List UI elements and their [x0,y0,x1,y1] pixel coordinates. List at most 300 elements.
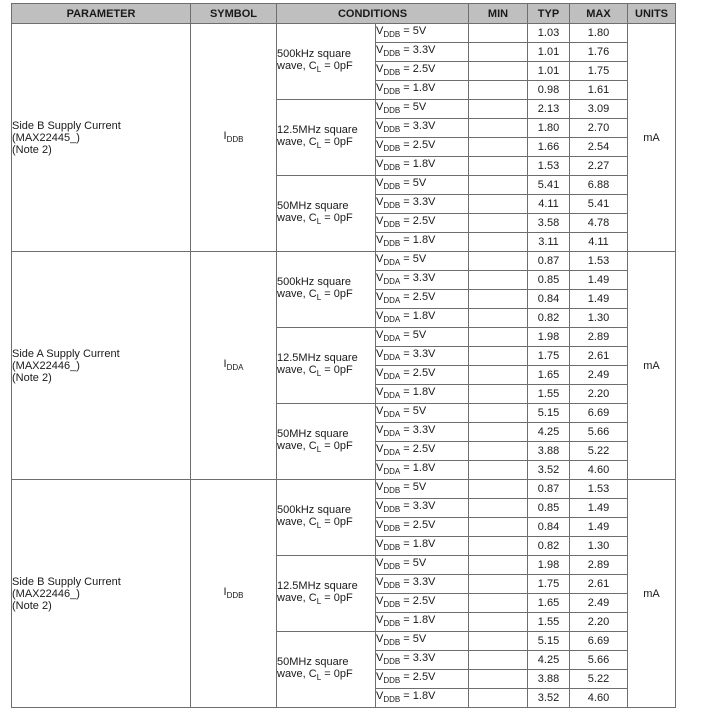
condition-frequency: 500kHz square [277,275,351,288]
supply-voltage-cell [376,214,469,233]
typ-cell: 1.80 [528,119,570,138]
supply-base: V [376,462,384,474]
max-cell: 2.49 [570,366,628,385]
supply-value: = 1.8V [400,538,436,550]
condition-load [277,668,375,684]
supply-voltage-cell [376,62,469,81]
typ-cell: 1.01 [528,43,570,62]
condition-frequency: 50MHz square [277,199,349,212]
supply-voltage-cell [376,670,469,689]
condition-frequency: 500kHz square [277,503,351,516]
supply-value: = 1.8V [400,234,436,246]
max-cell: 2.70 [570,119,628,138]
max-cell: 2.61 [570,347,628,366]
parameter-line: (Note 2) [12,143,52,156]
load-base: wave, C [277,135,317,148]
max-cell: 4.60 [570,689,628,708]
condition-cell [277,252,376,328]
max-cell: 1.49 [570,499,628,518]
condition-cell [277,100,376,176]
min-cell [469,575,528,594]
supply-voltage-cell [376,290,469,309]
typ-cell: 1.65 [528,366,570,385]
supply-value: = 2.5V [400,443,436,455]
min-cell [469,252,528,271]
min-cell [469,195,528,214]
max-cell: 1.49 [570,290,628,309]
supply-base: V [376,405,384,417]
units-cell: mA [628,252,676,480]
typ-cell: 4.25 [528,651,570,670]
condition-frequency: 12.5MHz square [277,123,358,136]
supply-voltage-cell [376,613,469,632]
typ-cell: 0.84 [528,290,570,309]
supply-subscript: DDB [383,163,401,172]
min-cell [469,537,528,556]
supply-value: = 1.8V [400,386,436,398]
symbol-subscript: DDB [226,134,244,144]
load-value: = 0pF [321,59,353,72]
supply-voltage-cell [376,499,469,518]
supply-value: = 3.3V [400,652,436,664]
supply-base: V [376,25,384,37]
typ-cell: 0.84 [528,518,570,537]
supply-subscript: DDA [383,353,401,362]
supply-base: V [376,63,384,75]
supply-base: V [376,367,384,379]
header-units: UNITS [628,4,676,24]
typ-cell: 1.53 [528,157,570,176]
min-cell [469,81,528,100]
supply-voltage-cell [376,385,469,404]
parameter-line: Side B Supply Current [12,119,121,132]
supply-value: = 1.8V [400,310,436,322]
parameter-line: (Note 2) [12,371,52,384]
min-cell [469,689,528,708]
load-value: = 0pF [321,135,353,148]
max-cell: 1.49 [570,518,628,537]
max-cell: 2.20 [570,613,628,632]
typ-cell: 4.11 [528,195,570,214]
load-subscript: L [316,520,322,530]
supply-value: = 1.8V [400,82,436,94]
supply-value: = 5V [400,253,427,265]
condition-cell [277,480,376,556]
min-cell [469,613,528,632]
typ-cell: 0.87 [528,480,570,499]
typ-cell: 1.75 [528,575,570,594]
min-cell [469,632,528,651]
typ-cell: 5.41 [528,176,570,195]
supply-voltage-cell [376,575,469,594]
min-cell [469,556,528,575]
load-base: wave, C [277,439,317,452]
header-symbol: SYMBOL [191,4,277,24]
min-cell [469,518,528,537]
supply-value: = 5V [400,481,427,493]
max-cell: 1.61 [570,81,628,100]
supply-subscript: DDB [383,524,401,533]
supply-value: = 3.3V [400,424,436,436]
condition-load [277,592,375,608]
supply-subscript: DDA [383,277,401,286]
max-cell: 3.09 [570,100,628,119]
header-row [12,4,676,24]
header-conditions: CONDITIONS [277,4,469,24]
max-cell: 5.22 [570,670,628,689]
supply-voltage-cell [376,537,469,556]
condition-load [277,364,375,380]
supply-voltage-cell [376,423,469,442]
supply-value: = 3.3V [400,120,436,132]
supply-value: = 3.3V [400,500,436,512]
min-cell [469,138,528,157]
min-cell [469,347,528,366]
min-cell [469,309,528,328]
supply-value: = 2.5V [400,671,436,683]
max-cell: 1.30 [570,309,628,328]
typ-cell: 0.87 [528,252,570,271]
min-cell [469,461,528,480]
supply-subscript: DDA [383,372,401,381]
symbol-subscript: DDA [226,362,244,372]
supply-subscript: DDA [383,315,401,324]
supply-subscript: DDB [383,638,401,647]
condition-load [277,440,375,456]
supply-base: V [376,120,384,132]
supply-subscript: DDA [383,410,401,419]
max-cell: 1.30 [570,537,628,556]
supply-value: = 5V [400,557,427,569]
min-cell [469,594,528,613]
supply-subscript: DDA [383,258,401,267]
max-cell: 2.49 [570,594,628,613]
supply-base: V [376,424,384,436]
load-value: = 0pF [321,591,353,604]
supply-subscript: DDB [383,182,401,191]
supply-voltage-cell [376,556,469,575]
max-cell: 5.22 [570,442,628,461]
table-row [12,24,676,43]
max-cell: 2.89 [570,328,628,347]
condition-load [277,516,375,532]
supply-voltage-cell [376,309,469,328]
symbol-base: I [223,129,227,142]
supply-voltage-cell [376,632,469,651]
typ-cell: 1.75 [528,347,570,366]
supply-voltage-cell [376,157,469,176]
supply-voltage-cell [376,100,469,119]
condition-cell [277,404,376,480]
header-typ: TYP [528,4,570,24]
min-cell [469,366,528,385]
supply-base: V [376,500,384,512]
supply-subscript: DDB [383,30,401,39]
parameter-line: (MAX22446_) [12,587,80,600]
load-base: wave, C [277,515,317,528]
supply-voltage-cell [376,176,469,195]
supply-voltage-cell [376,195,469,214]
units-cell: mA [628,24,676,252]
supply-base: V [376,671,384,683]
parameter-cell [12,480,191,708]
typ-cell: 3.11 [528,233,570,252]
min-cell [469,62,528,81]
max-cell: 1.80 [570,24,628,43]
max-cell: 4.60 [570,461,628,480]
supply-voltage-cell [376,24,469,43]
supply-subscript: DDB [383,695,401,704]
typ-cell: 3.52 [528,689,570,708]
max-cell: 1.53 [570,480,628,499]
parameter-line: Side A Supply Current [12,347,120,360]
supply-base: V [376,595,384,607]
supply-value: = 3.3V [400,44,436,56]
load-value: = 0pF [321,287,353,300]
supply-voltage-cell [376,689,469,708]
typ-cell: 1.66 [528,138,570,157]
max-cell: 5.66 [570,651,628,670]
supply-voltage-cell [376,328,469,347]
max-cell: 5.41 [570,195,628,214]
supply-value: = 1.8V [400,614,436,626]
symbol-base: I [223,357,227,370]
supply-subscript: DDB [383,220,401,229]
load-subscript: L [316,672,322,682]
min-cell [469,24,528,43]
table-row [12,252,676,271]
supply-subscript: DDB [383,144,401,153]
min-cell [469,480,528,499]
typ-cell: 2.13 [528,100,570,119]
min-cell [469,119,528,138]
supply-value: = 1.8V [400,690,436,702]
supply-base: V [376,538,384,550]
supply-voltage-cell [376,43,469,62]
load-value: = 0pF [321,363,353,376]
supply-base: V [376,329,384,341]
typ-cell: 0.82 [528,309,570,328]
symbol-cell [191,24,277,252]
supply-subscript: DDA [383,296,401,305]
max-cell: 4.78 [570,214,628,233]
typ-cell: 1.55 [528,385,570,404]
supply-base: V [376,82,384,94]
supply-voltage-cell [376,119,469,138]
supply-subscript: DDB [383,486,401,495]
parameter-line: (Note 2) [12,599,52,612]
supply-base: V [376,44,384,56]
load-base: wave, C [277,591,317,604]
supply-subscript: DDA [383,429,401,438]
supply-subscript: DDB [383,505,401,514]
typ-cell: 3.58 [528,214,570,233]
supply-base: V [376,234,384,246]
supply-base: V [376,272,384,284]
supply-subscript: DDA [383,334,401,343]
supply-base: V [376,215,384,227]
condition-cell [277,176,376,252]
typ-cell: 0.82 [528,537,570,556]
supply-voltage-cell [376,271,469,290]
max-cell: 2.61 [570,575,628,594]
condition-frequency: 500kHz square [277,47,351,60]
supply-value: = 3.3V [400,272,436,284]
min-cell [469,100,528,119]
supply-value: = 2.5V [400,595,436,607]
typ-cell: 0.98 [528,81,570,100]
supply-base: V [376,139,384,151]
supply-base: V [376,443,384,455]
load-base: wave, C [277,59,317,72]
load-subscript: L [316,596,322,606]
max-cell: 6.69 [570,632,628,651]
supply-subscript: DDB [383,201,401,210]
supply-value: = 3.3V [400,576,436,588]
symbol-subscript: DDB [226,590,244,600]
load-subscript: L [316,64,322,74]
typ-cell: 3.88 [528,670,570,689]
min-cell [469,328,528,347]
supply-subscript: DDB [383,239,401,248]
supply-base: V [376,690,384,702]
symbol-cell [191,480,277,708]
supply-value: = 1.8V [400,158,436,170]
condition-cell [277,556,376,632]
supply-voltage-cell [376,252,469,271]
supply-base: V [376,158,384,170]
load-value: = 0pF [321,439,353,452]
min-cell [469,290,528,309]
min-cell [469,271,528,290]
min-cell [469,233,528,252]
supply-subscript: DDB [383,619,401,628]
load-subscript: L [316,292,322,302]
load-base: wave, C [277,667,317,680]
supply-value: = 2.5V [400,519,436,531]
supply-base: V [376,310,384,322]
units-cell: mA [628,480,676,708]
condition-cell [277,24,376,100]
supply-base: V [376,576,384,588]
max-cell: 2.27 [570,157,628,176]
supply-base: V [376,614,384,626]
condition-frequency: 50MHz square [277,655,349,668]
typ-cell: 0.85 [528,271,570,290]
load-base: wave, C [277,363,317,376]
max-cell: 1.49 [570,271,628,290]
load-base: wave, C [277,211,317,224]
typ-cell: 5.15 [528,632,570,651]
condition-frequency: 12.5MHz square [277,351,358,364]
typ-cell: 1.98 [528,328,570,347]
header-parameter: PARAMETER [12,4,191,24]
supply-subscript: DDB [383,676,401,685]
max-cell: 1.75 [570,62,628,81]
supply-subscript: DDB [383,600,401,609]
load-value: = 0pF [321,515,353,528]
typ-cell: 0.85 [528,499,570,518]
min-cell [469,670,528,689]
load-value: = 0pF [321,667,353,680]
min-cell [469,43,528,62]
supply-base: V [376,633,384,645]
typ-cell: 5.15 [528,404,570,423]
supply-value: = 1.8V [400,462,436,474]
condition-load [277,60,375,76]
supply-value: = 2.5V [400,215,436,227]
supply-subscript: DDB [383,657,401,666]
supply-subscript: DDB [383,543,401,552]
min-cell [469,423,528,442]
typ-cell: 1.01 [528,62,570,81]
supply-voltage-cell [376,442,469,461]
min-cell [469,176,528,195]
supply-base: V [376,291,384,303]
max-cell: 2.54 [570,138,628,157]
supply-value: = 5V [400,633,427,645]
typ-cell: 3.88 [528,442,570,461]
condition-load [277,212,375,228]
condition-frequency: 12.5MHz square [277,579,358,592]
supply-voltage-cell [376,461,469,480]
supply-base: V [376,557,384,569]
supply-value: = 2.5V [400,367,436,379]
supply-voltage-cell [376,480,469,499]
parameter-cell [12,24,191,252]
max-cell: 2.20 [570,385,628,404]
condition-load [277,136,375,152]
min-cell [469,442,528,461]
parameter-line: (MAX22445_) [12,131,80,144]
supply-base: V [376,177,384,189]
supply-value: = 3.3V [400,196,436,208]
parameter-cell [12,252,191,480]
supply-value: = 2.5V [400,291,436,303]
load-value: = 0pF [321,211,353,224]
supply-value: = 5V [400,101,427,113]
supply-subscript: DDB [383,87,401,96]
condition-cell [277,328,376,404]
supply-voltage-cell [376,81,469,100]
supply-base: V [376,196,384,208]
supply-base: V [376,519,384,531]
typ-cell: 1.65 [528,594,570,613]
supply-value: = 5V [400,405,427,417]
supply-subscript: DDA [383,448,401,457]
typ-cell: 1.03 [528,24,570,43]
electrical-characteristics-table [11,3,676,708]
supply-voltage-cell [376,404,469,423]
supply-voltage-cell [376,347,469,366]
supply-voltage-cell [376,651,469,670]
supply-subscript: DDA [383,467,401,476]
supply-value: = 5V [400,329,427,341]
min-cell [469,499,528,518]
typ-cell: 3.52 [528,461,570,480]
supply-base: V [376,253,384,265]
parameter-line: Side B Supply Current [12,575,121,588]
supply-value: = 2.5V [400,139,436,151]
supply-subscript: DDA [383,391,401,400]
supply-value: = 5V [400,25,427,37]
max-cell: 6.69 [570,404,628,423]
typ-cell: 1.98 [528,556,570,575]
min-cell [469,214,528,233]
max-cell: 1.76 [570,43,628,62]
header-min: MIN [469,4,528,24]
condition-load [277,288,375,304]
